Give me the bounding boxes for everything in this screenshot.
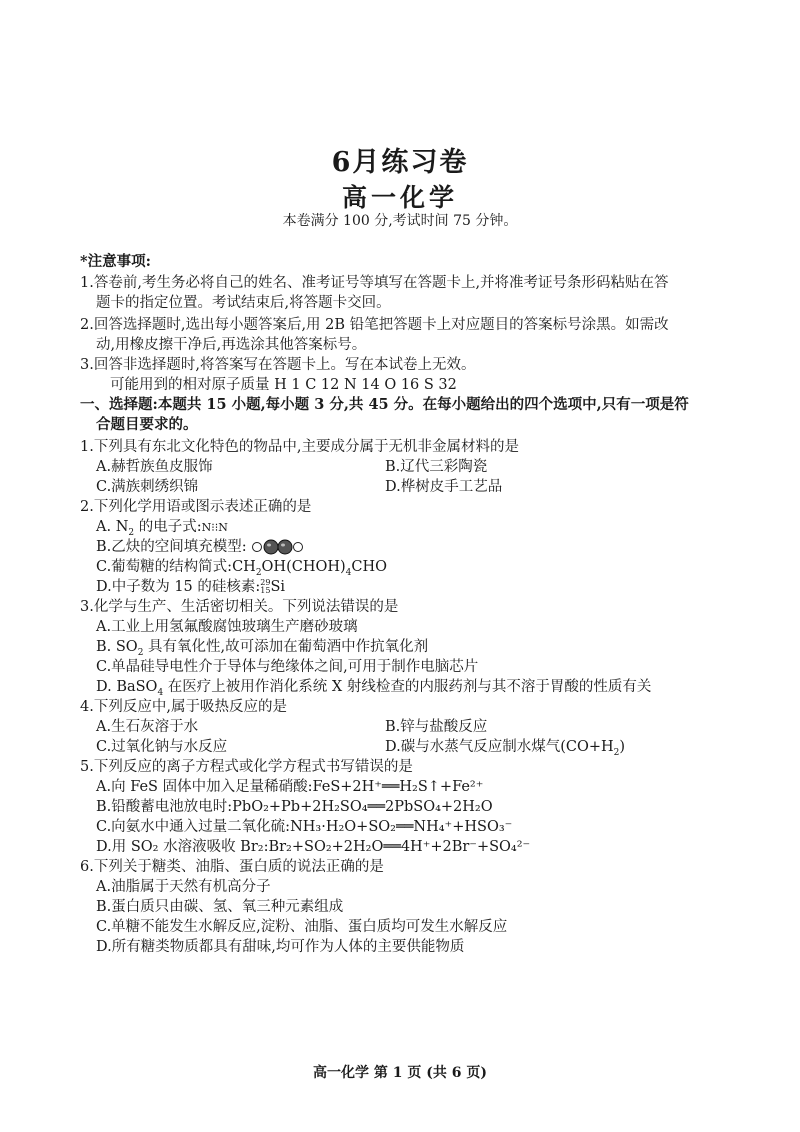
q3-option-c: C.单晶硅导电性介于导体与绝缘体之间,可用于制作电脑芯片 <box>96 659 479 675</box>
exam-info: 本卷满分 100 分,考试时间 75 分钟。 <box>282 213 518 229</box>
q3-option-b: B. $SO_2$ 具有氧化性,故可添加在葡萄酒中作抗氧化剂 <box>96 639 429 658</box>
section1-heading-line-2: 合题目要求的。 <box>96 416 198 433</box>
q3-option-d: D. BaSO$_4$ 在医疗上被用作消化系统 X 射线检查的内服药剂与其不溶于胃酸的性质有关 <box>96 679 652 698</box>
q6-option-b: B.蛋白质只由碳、氢、氧三种元素组成 <box>96 899 344 915</box>
subject-title: 高一化学 <box>341 183 458 212</box>
note-1-line-1: 1.答卷前,考生务必将自己的姓名、准考证号等填写在答题卡上,并将准考证号条形码粘贴在答 <box>80 275 669 291</box>
q2-option-a: A. $N_2$ 的电子式:N⁝⁝N <box>96 519 228 538</box>
note-2-line-1: 2.回答选择题时,选出每小题答案后,用 2B 铅笔把答题卡上对应题目的答案标号涂黑。如需改 <box>80 317 669 333</box>
q6-option-a: A.油脂属于天然有机高分子 <box>96 879 271 895</box>
q4-option-c: C.过氧化钠与水反应 <box>96 739 228 755</box>
note-1-line-2: 题卡的指定位置。考试结束后,将答题卡交回。 <box>96 295 391 311</box>
q4-option-b: B.锌与盐酸反应 <box>385 719 488 735</box>
q6-stem: 6.下列关于糖类、油脂、蛋白质的说法正确的是 <box>80 859 384 875</box>
q6-option-d: D.所有糖类物质都具有甜味,均可作为人体的主要供能物质 <box>96 939 465 955</box>
q5-option-b: B.铅酸蓄电池放电时:PbO₂+Pb+2H₂SO₄══2PbSO₄+2H₂O <box>96 799 493 815</box>
note-2-line-2: 动,用橡皮擦干净后,再选涂其他答案标号。 <box>96 337 367 353</box>
q4-option-a: A.生石灰溶于水 <box>96 719 199 735</box>
q4-stem: 4.下列反应中,属于吸热反应的是 <box>80 699 287 715</box>
q1-option-c: C.满族刺绣织锦 <box>96 479 199 495</box>
q2-stem: 2.下列化学用语或图示表述正确的是 <box>80 499 312 515</box>
notes-heading: *注意事项: <box>80 253 151 270</box>
q3-option-a: A.工业上用氢氟酸腐蚀玻璃生产磨砂玻璃 <box>96 619 358 635</box>
exam-title: 6月练习卷 <box>331 147 469 178</box>
acetylene-model-icon <box>249 539 311 555</box>
q4-option-d: D.碳与水蒸气反应制水煤气$(CO+H_2)$ <box>385 739 626 758</box>
q2-option-b: B.乙炔的空间填充模型: <box>96 537 311 557</box>
section1-heading-line-1: 一、选择题:本题共 15 小题,每小题 3 分,共 45 分。在每小题给出的四个选项中,只有一项是符 <box>80 396 689 413</box>
q1-option-d: D.桦树皮手工艺品 <box>385 479 503 495</box>
q2-option-c: C.葡萄糖的结构简式$:CH_2OH(CHOH)_4CHO$ <box>96 559 388 578</box>
note-3: 3.回答非选择题时,将答案写在答题卡上。写在本试卷上无效。 <box>80 357 476 373</box>
q1-stem: 1.下列具有东北文化特色的物品中,主要成分属于无机非金属材料的是 <box>80 439 519 455</box>
q3-stem: 3.化学与生产、生活密切相关。下列说法错误的是 <box>80 599 399 615</box>
page-footer: 高一化学 第 1 页 (共 6 页) <box>313 1065 487 1081</box>
q5-option-a: A.向 FeS 固体中加入足量稀硝酸:FeS+2H⁺══H₂S↑+Fe²⁺ <box>96 779 484 795</box>
q5-option-d: D.用 SO₂ 水溶液吸收 Br₂:Br₂+SO₂+2H₂O══4H⁺+2Br⁻+SO₄²⁻ <box>96 839 531 855</box>
q6-option-c: C.单糖不能发生水解反应,淀粉、油脂、蛋白质均可发生水解反应 <box>96 919 508 935</box>
atomic-mass-line: 可能用到的相对原子质量 H 1 C 12 N 14 O 16 S 32 <box>110 377 457 393</box>
q1-option-a: A.赫哲族鱼皮服饰 <box>96 459 213 475</box>
q5-option-c: C.向氨水中通入过量二氧化硫:NH₃·H₂O+SO₂══NH₄⁺+HSO₃⁻ <box>96 819 513 835</box>
q1-option-b: B.辽代三彩陶瓷 <box>385 459 488 475</box>
q5-stem: 5.下列反应的离子方程式或化学方程式书写错误的是 <box>80 759 413 775</box>
q2-option-d: D.中子数为 15 的硅核素: 29 15 Si <box>96 578 286 595</box>
